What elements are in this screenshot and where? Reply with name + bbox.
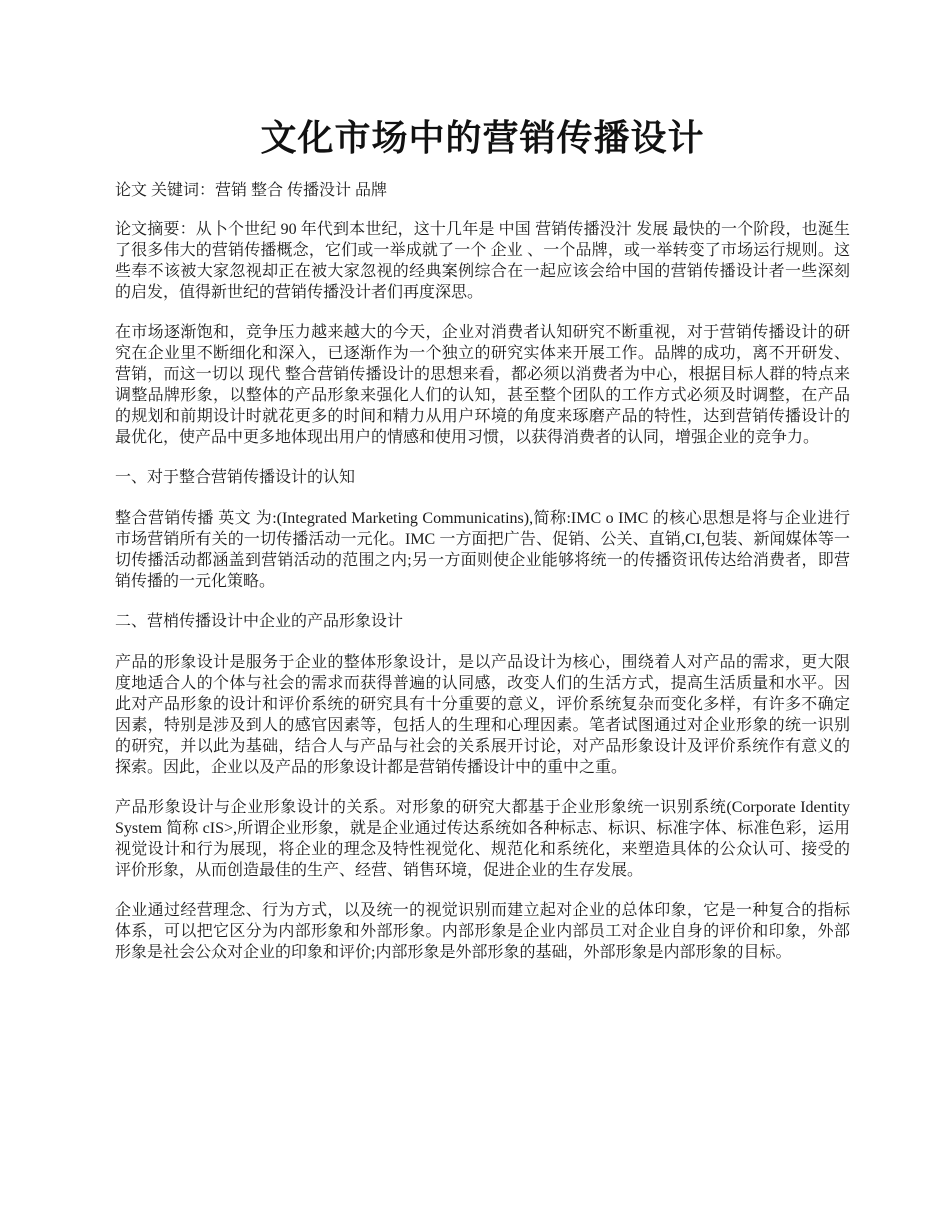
- keywords-line: 论文 关键词：营销 整合 传播没计 品牌: [115, 182, 388, 199]
- document-body: [115, 180, 850, 982]
- product-image-paragraph: 产品的形象设计是服务于企业的整体形象设计，是以产品设计为核心，围绕着人对产品的需求，更大限度地适合人的个体与社会的需求而获得普遍的认同感，改变人们的生活方式，提高生活质量和水平。因此对产品形象的设计和评价系统的研究具有十分重要的意义，评价系统复杂而变化多样，有许多不确定因素，特别是涉及到人的感官因素等，包括人的生理和心理因素。笔者试图通过对企业形象的统一识别的研究，并以此为基础，结合人与产品与社会的关系展开讨论，对产品形象设计及评价系统作有意义的探索。因此，企业以及产品的形象设计都是营销传播设计中的重中之重。: [115, 654, 850, 776]
- document-title: 文化市场中的营销传播设计: [260, 118, 705, 158]
- section-heading-2: 二、营梢传播设计中企业的产品形象设计: [115, 613, 404, 630]
- abstract-paragraph: 论文摘要：从卜个世纪 90 年代到本世纪，这十几年是 中国 营销传播没汁 发展 最快的一个阶段，也涎生了很多伟大的营销传播概念，它们或一举成就了一个 企业 、一个品牌，或一举转变了市场运行规则。这些奉不该被大家忽视却正在被大家忽视的经典案例综合在一起应该会给中国的营销传播设计者一些深刻的启发，值得新世纪的营销传播没计者们再度深思。: [115, 221, 850, 301]
- cis-paragraph: 产品形象设计与企业形象设计的关系。对形象的研究大都基于企业形象统一识别系统(Corporate Identity System 简称 cIS>,所谓企业形象，就是企业通过传达系统如各种标志、标识、标准字体、标准色彩，运用视觉设计和行为展现，将企业的理念及特性视觉化、规范化和系统化，来塑造具体的公众认可、接受的评价形象，从而创造最佳的生产、经营、销售环境，促进企业的生存发展。: [115, 799, 850, 879]
- section-heading-1: 一、对于整合营销传播设计的认知: [115, 469, 356, 486]
- intro-paragraph: 在市场逐渐饱和，竞争压力越来越大的今天，企业对消费者认知研究不断重视，对于营销传播设计的研究在企业里不断细化和深入，已逐渐作为一个独立的研究实体来开展工作。品牌的成功，离不开研发、营销，而这一切以 现代 整合营销传播设计的思想来看，都必须以消费者为中心，根据目标人群的特点来调整品牌形象，以整体的产品形象来强化人们的认知，甚至整个团队的工作方式必须及时调整，在产品的规划和前期设计时就花更多的时间和精力从用户环境的角度来琢磨产品的特性，达到营销传播设计的最优化，使产品中更多地体现出用户的情感和使用习惯，以获得消费者的认同，增强企业的竞争力。: [115, 324, 850, 446]
- corporate-image-paragraph: 企业通过经营理念、行为方式，以及统一的视觉识别而建立起对企业的总体印象，它是一种复合的指标体系，可以把它区分为内部形象和外部形象。内部形象是企业内部员工对企业自身的评价和印象，外部形象是社会公众对企业的印象和评价;内部形象是外部形象的基础，外部形象是内部形象的目标。: [115, 902, 850, 961]
- imc-paragraph: 整合营销传播 英文 为:(Integrated Marketing Communicatins),简称:IMC o IMC 的核心思想是将与企业进行市场营销所有关的一切传播活动一元化。IMC 一方面把广告、促销、公关、直销,CI,包装、新闻媒体等一切传播活动都涵盖到营销活动的范围之内;另一方面则使企业能够将统一的传播资讯传达给消费者，即营销传播的一元化策略。: [115, 510, 850, 590]
